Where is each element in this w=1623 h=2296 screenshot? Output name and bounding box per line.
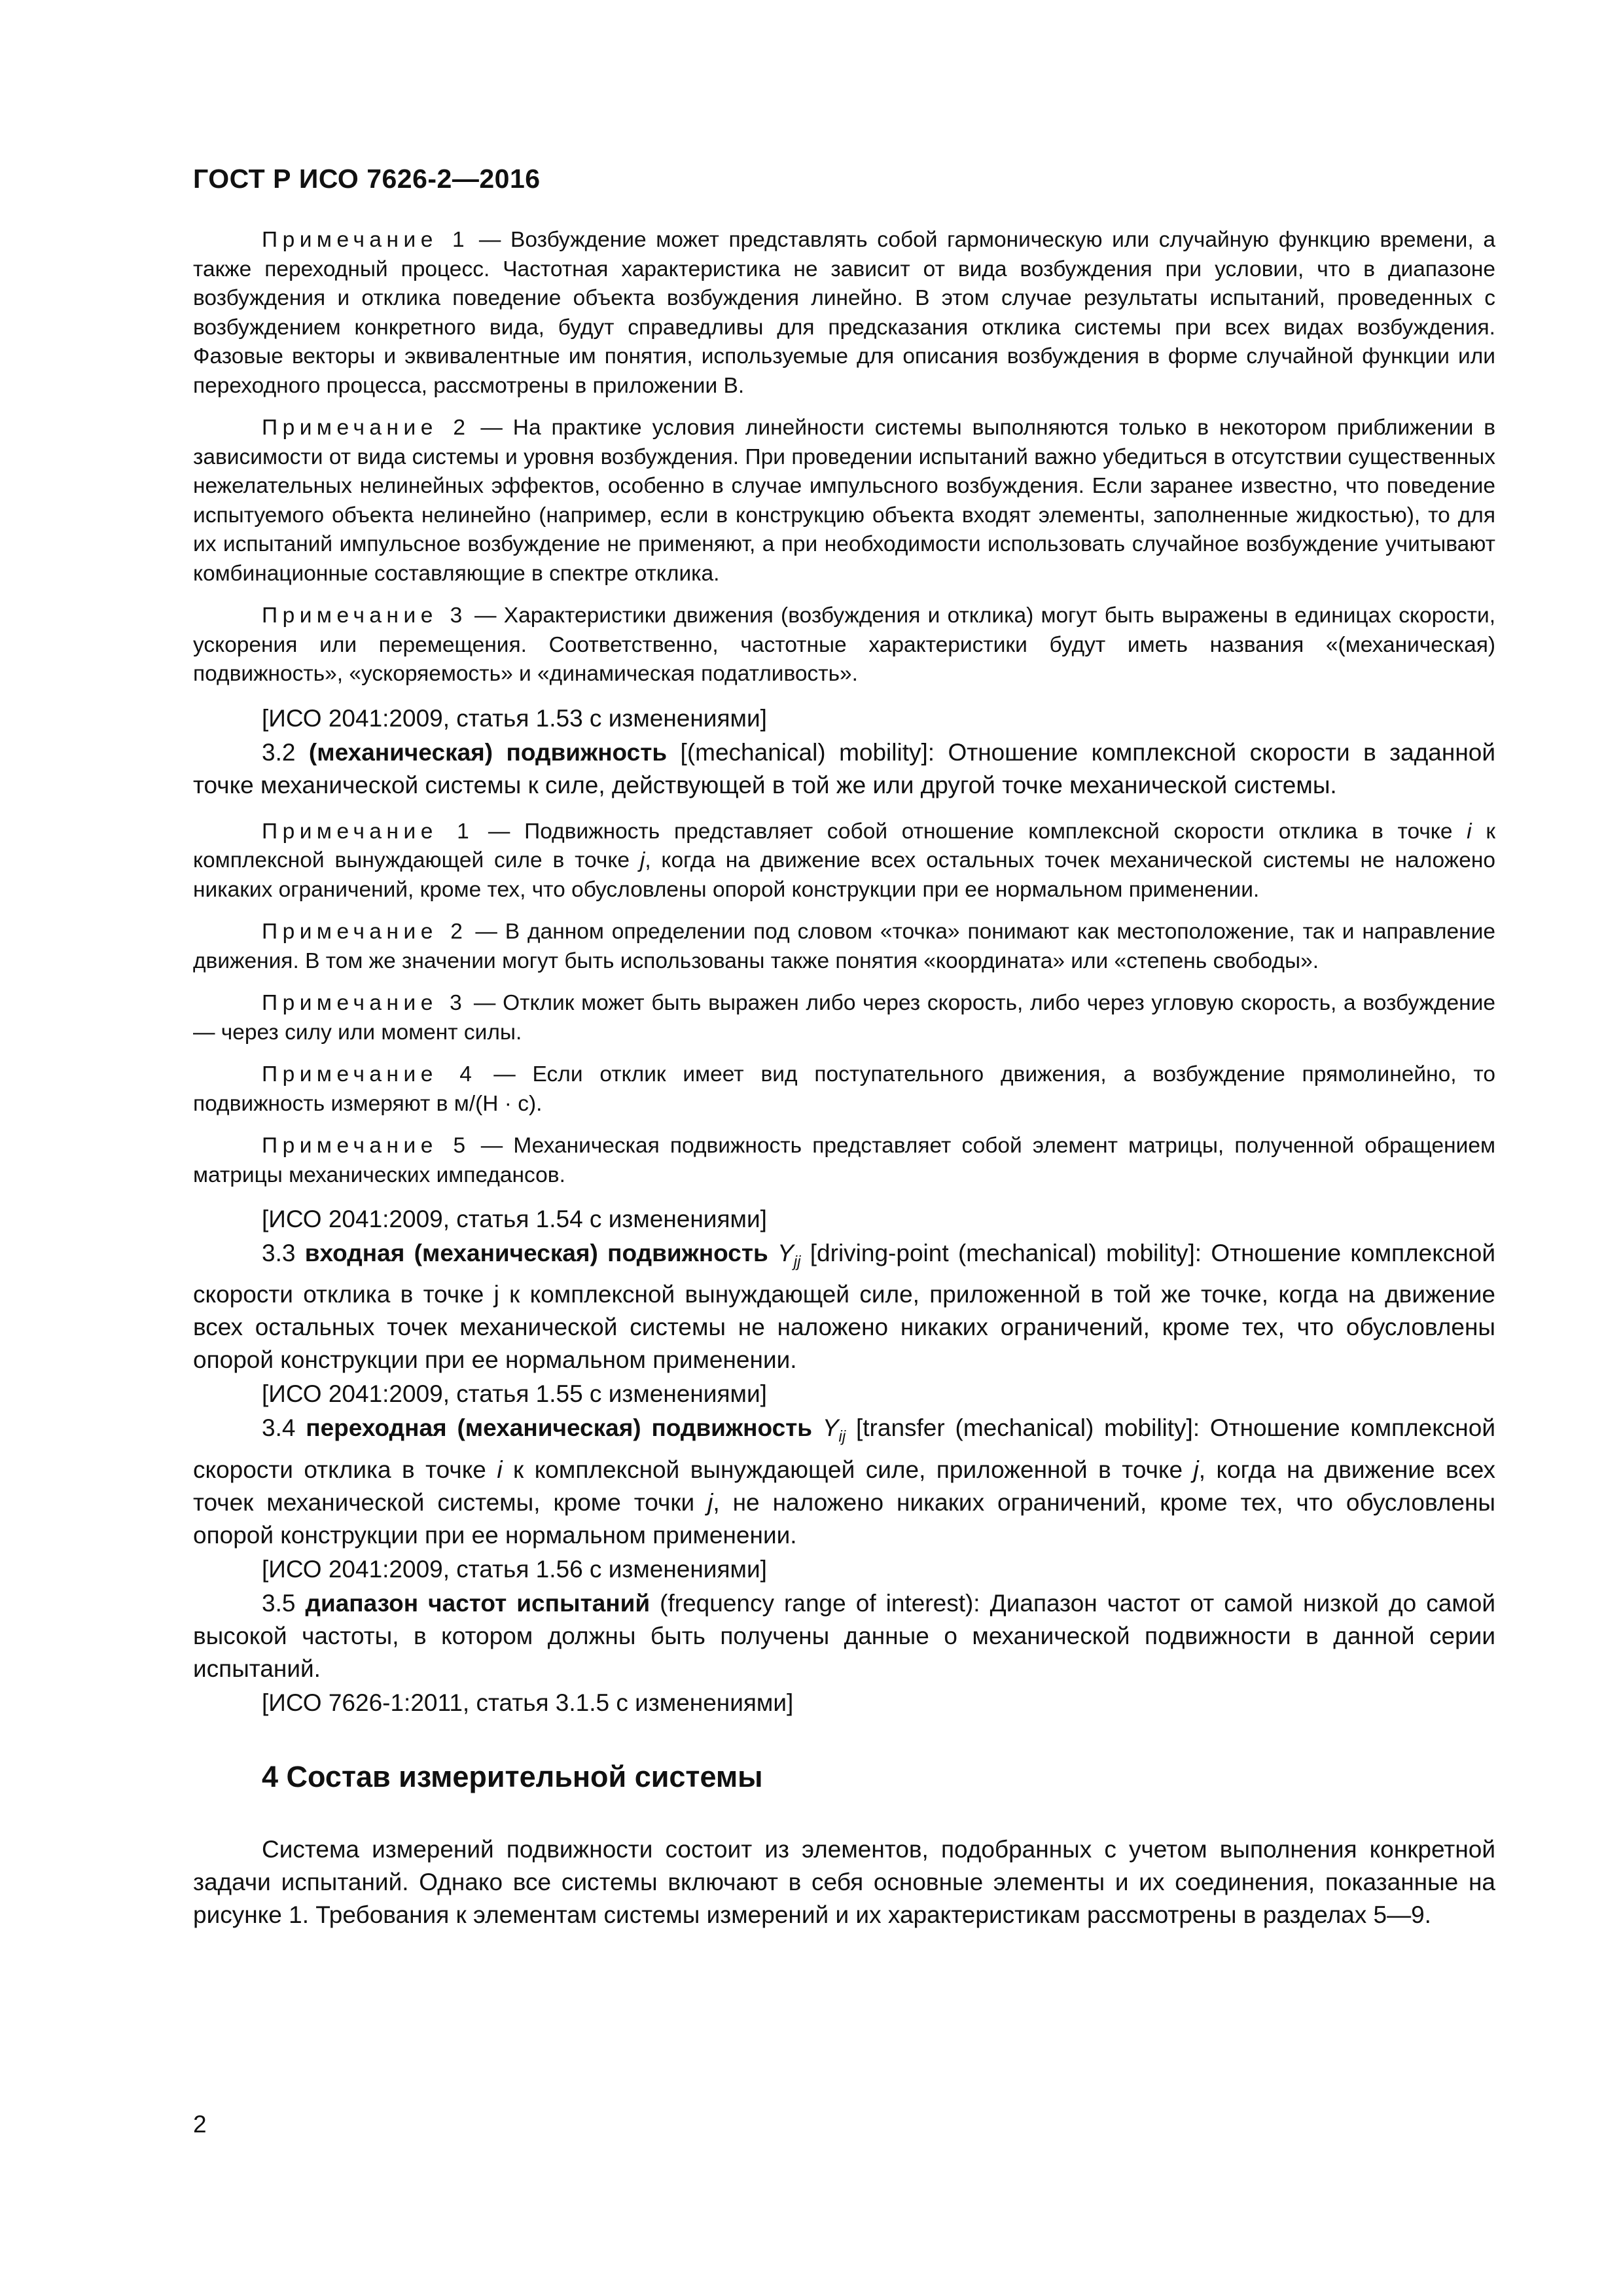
term-number: 3.2 [262,738,309,766]
term-name: входная (механическая) подвижность [304,1240,768,1266]
term-3-4 [193,1412,1495,1551]
note-text: — Характеристики движения (возбуждения и отклика) могут быть выражены в единицах скорости, ускорения или перемещения. Соответственно, частотные характеристики будут иметь названия «(механическая) подвижность», «ускоряемость» и «динамическая податливость». [193,603,1496,686]
term-3-2 [193,736,1495,802]
note-label: Примечание 1 [262,819,474,844]
symbol-j: j [639,848,645,872]
note-text: — Механическая подвижность представляет собой элемент матрицы, полученной обращением матрицы механических импедансов. [193,1134,1495,1187]
section-heading-4: 4 Состав измерительной системы [262,1759,763,1793]
note-label: Примечание 2 [262,416,471,440]
note-label: Примечание 4 [262,1062,477,1086]
symbol-i: i [497,1456,503,1483]
reference-1-54: [ИСО 2041:2009, статья 1.54 с изменениями] [262,1206,767,1232]
symbol-i: i [1467,819,1472,844]
term-symbol [822,1414,846,1446]
term-number: 3.4 [262,1414,306,1442]
note-1-excitation [193,226,1495,401]
reference-1-53: [ИСО 2041:2009, статья 1.53 с изменениями] [262,704,767,732]
term-definition: [driving-point (mechanical) mobility]: Отношение комплексной скорости отклика в точке j к комплексной вынуждающей силе, приложенной в той же точке, когда на движение всех остальных точек механической системы не наложено никаких ограничений, кроме тех, что обусловлены опорой конструкции при ее нормальном применении. [193,1240,1495,1374]
term-name: (механическая) подвижность [308,738,668,766]
reference-3-1-5: [ИСО 7626-1:2011, статья 3.1.5 с изменениями] [262,1689,794,1716]
note-text: — Возбуждение может представлять собой гармоническую или случайную функцию времени, а также переходный процесс. Частотная характеристика не зависит от вида возбуждения при условии, что в диапазоне возбуждения и отклика поведение объекта возбуждения линейно. В этом случае результаты испытаний, проведенных с возбуждением конкретного вида, будут справедливы для предсказания отклика системы при всех видах возбуждения. Фазовые векторы и эквивалентные им понятия, используемые для описания возбуждения в форме случайной функции или переходного процесса, рассмотрены в приложении В. [193,228,1495,398]
note-label: Примечание 3 [262,991,467,1015]
term-definition: [(mechanical) mobility]: Отношение комплексной скорости в заданной точке механической системы к силе, действующей в той же или другой точке механической системы. [193,738,1496,798]
symbol-subscript: jj [793,1253,801,1271]
note-label: Примечание 1 [262,228,470,252]
note-text: , когда на движение всех остальных точек механической системы не наложено никаких ограничений, кроме тех, что обусловлены опорой конструкции при ее нормальном применении. [193,848,1495,902]
term-3-3 [193,1237,1495,1376]
note-label: Примечание 3 [262,603,467,628]
symbol-j: j [707,1488,713,1516]
term-3-5 [193,1587,1495,1685]
note-text: — В данном определении под словом «точка» понимают как местоположение, так и направление движения. В том же значении могут быть использованы также понятия «координата» или «степень свободы». [193,920,1496,973]
note-text: — На практике условия линейности системы выполняются только в некотором приближении в зависимости от вида системы и уровня возбуждения. При проведении испытаний важно убедиться в отсутствии существенных нежелательных нелинейных эффектов, особенно в случае импульсного возбуждения. Если заранее известно, что поведение испытуемого объекта нелинейно (например, если в конструкцию объекта входят элементы, заполненные жидкостью), то для их испытаний импульсное возбуждение не применяют, а при необходимости использовать случайное возбуждение учитывают комбинационные составляющие в спектре отклика. [193,416,1495,586]
term-name: переходная (механическая) подвижность [306,1414,813,1442]
document-header: ГОСТ Р ИСО 7626-2—2016 [193,164,541,194]
term-number: 3.3 [262,1240,305,1266]
note-text: — Подвижность представляет собой отношение комплексной скорости отклика в точке [474,819,1467,844]
term-definition: (frequency range of interest): Диапазон частот от самой низкой до самой высокой частоты, в котором должны быть получены данные о механической подвижности в данной серии испытаний. [193,1589,1495,1682]
note-mobility-4 [193,1060,1495,1119]
note-label: Примечание 5 [262,1134,471,1158]
term-definition: к комплексной вынуждающей силе, приложенной в точке [502,1456,1194,1483]
reference-1-55: [ИСО 2041:2009, статья 1.55 с изменениями] [262,1380,767,1408]
note-label: Примечание 2 [262,920,468,944]
symbol-subscript: ij [838,1427,846,1446]
term-name: диапазон частот испытаний [305,1589,651,1617]
note-text: — Отклик может быть выражен либо через скорость, либо через угловую скорость, а возбуждение — через силу или момент силы. [193,991,1495,1045]
term-number: 3.5 [262,1589,306,1617]
term-definition: , когда на движение всех точек механической системы, кроме точки [193,1456,1495,1516]
note-2-linearity [193,414,1495,588]
symbol-letter: Y [822,1414,839,1442]
symbol-j: j [1193,1456,1199,1483]
term-definition: , не наложено никаких ограничений, кроме тех, что обусловлены опорой конструкции при ее нормальном применении. [193,1488,1495,1549]
term-symbol [777,1240,801,1271]
reference-1-56: [ИСО 2041:2009, статья 1.56 с изменениями] [262,1555,767,1583]
note-text: — Если отклик имеет вид поступательного движения, а возбуждение прямолинейно, то подвижность измеряют в м/(Н · с). [193,1062,1495,1116]
page-number: 2 [193,2111,207,2138]
note-text: к комплексной вынуждающей силе в точке [193,819,1495,872]
symbol-letter: Y [777,1240,794,1266]
note-mobility-3 [193,989,1495,1047]
note-mobility-1 [193,817,1495,905]
note-mobility-5 [193,1132,1495,1190]
document-page [193,0,1495,2296]
term-definition: [transfer (mechanical) mobility]: Отношение комплексной скорости отклика в точке [193,1414,1495,1483]
document-content [193,226,1495,1931]
section-4-paragraph: Система измерений подвижности состоит из элементов, подобранных с учетом выполнения конкретной задачи испытаний. Однако все системы включают в себя основные элементы и их соединения, показанные на рисунке 1. Требования к элементам системы измерений и их характеристикам рассмотрены в разделах 5—9. [193,1835,1495,1928]
note-mobility-2 [193,918,1495,976]
note-3-characteristics [193,601,1495,689]
